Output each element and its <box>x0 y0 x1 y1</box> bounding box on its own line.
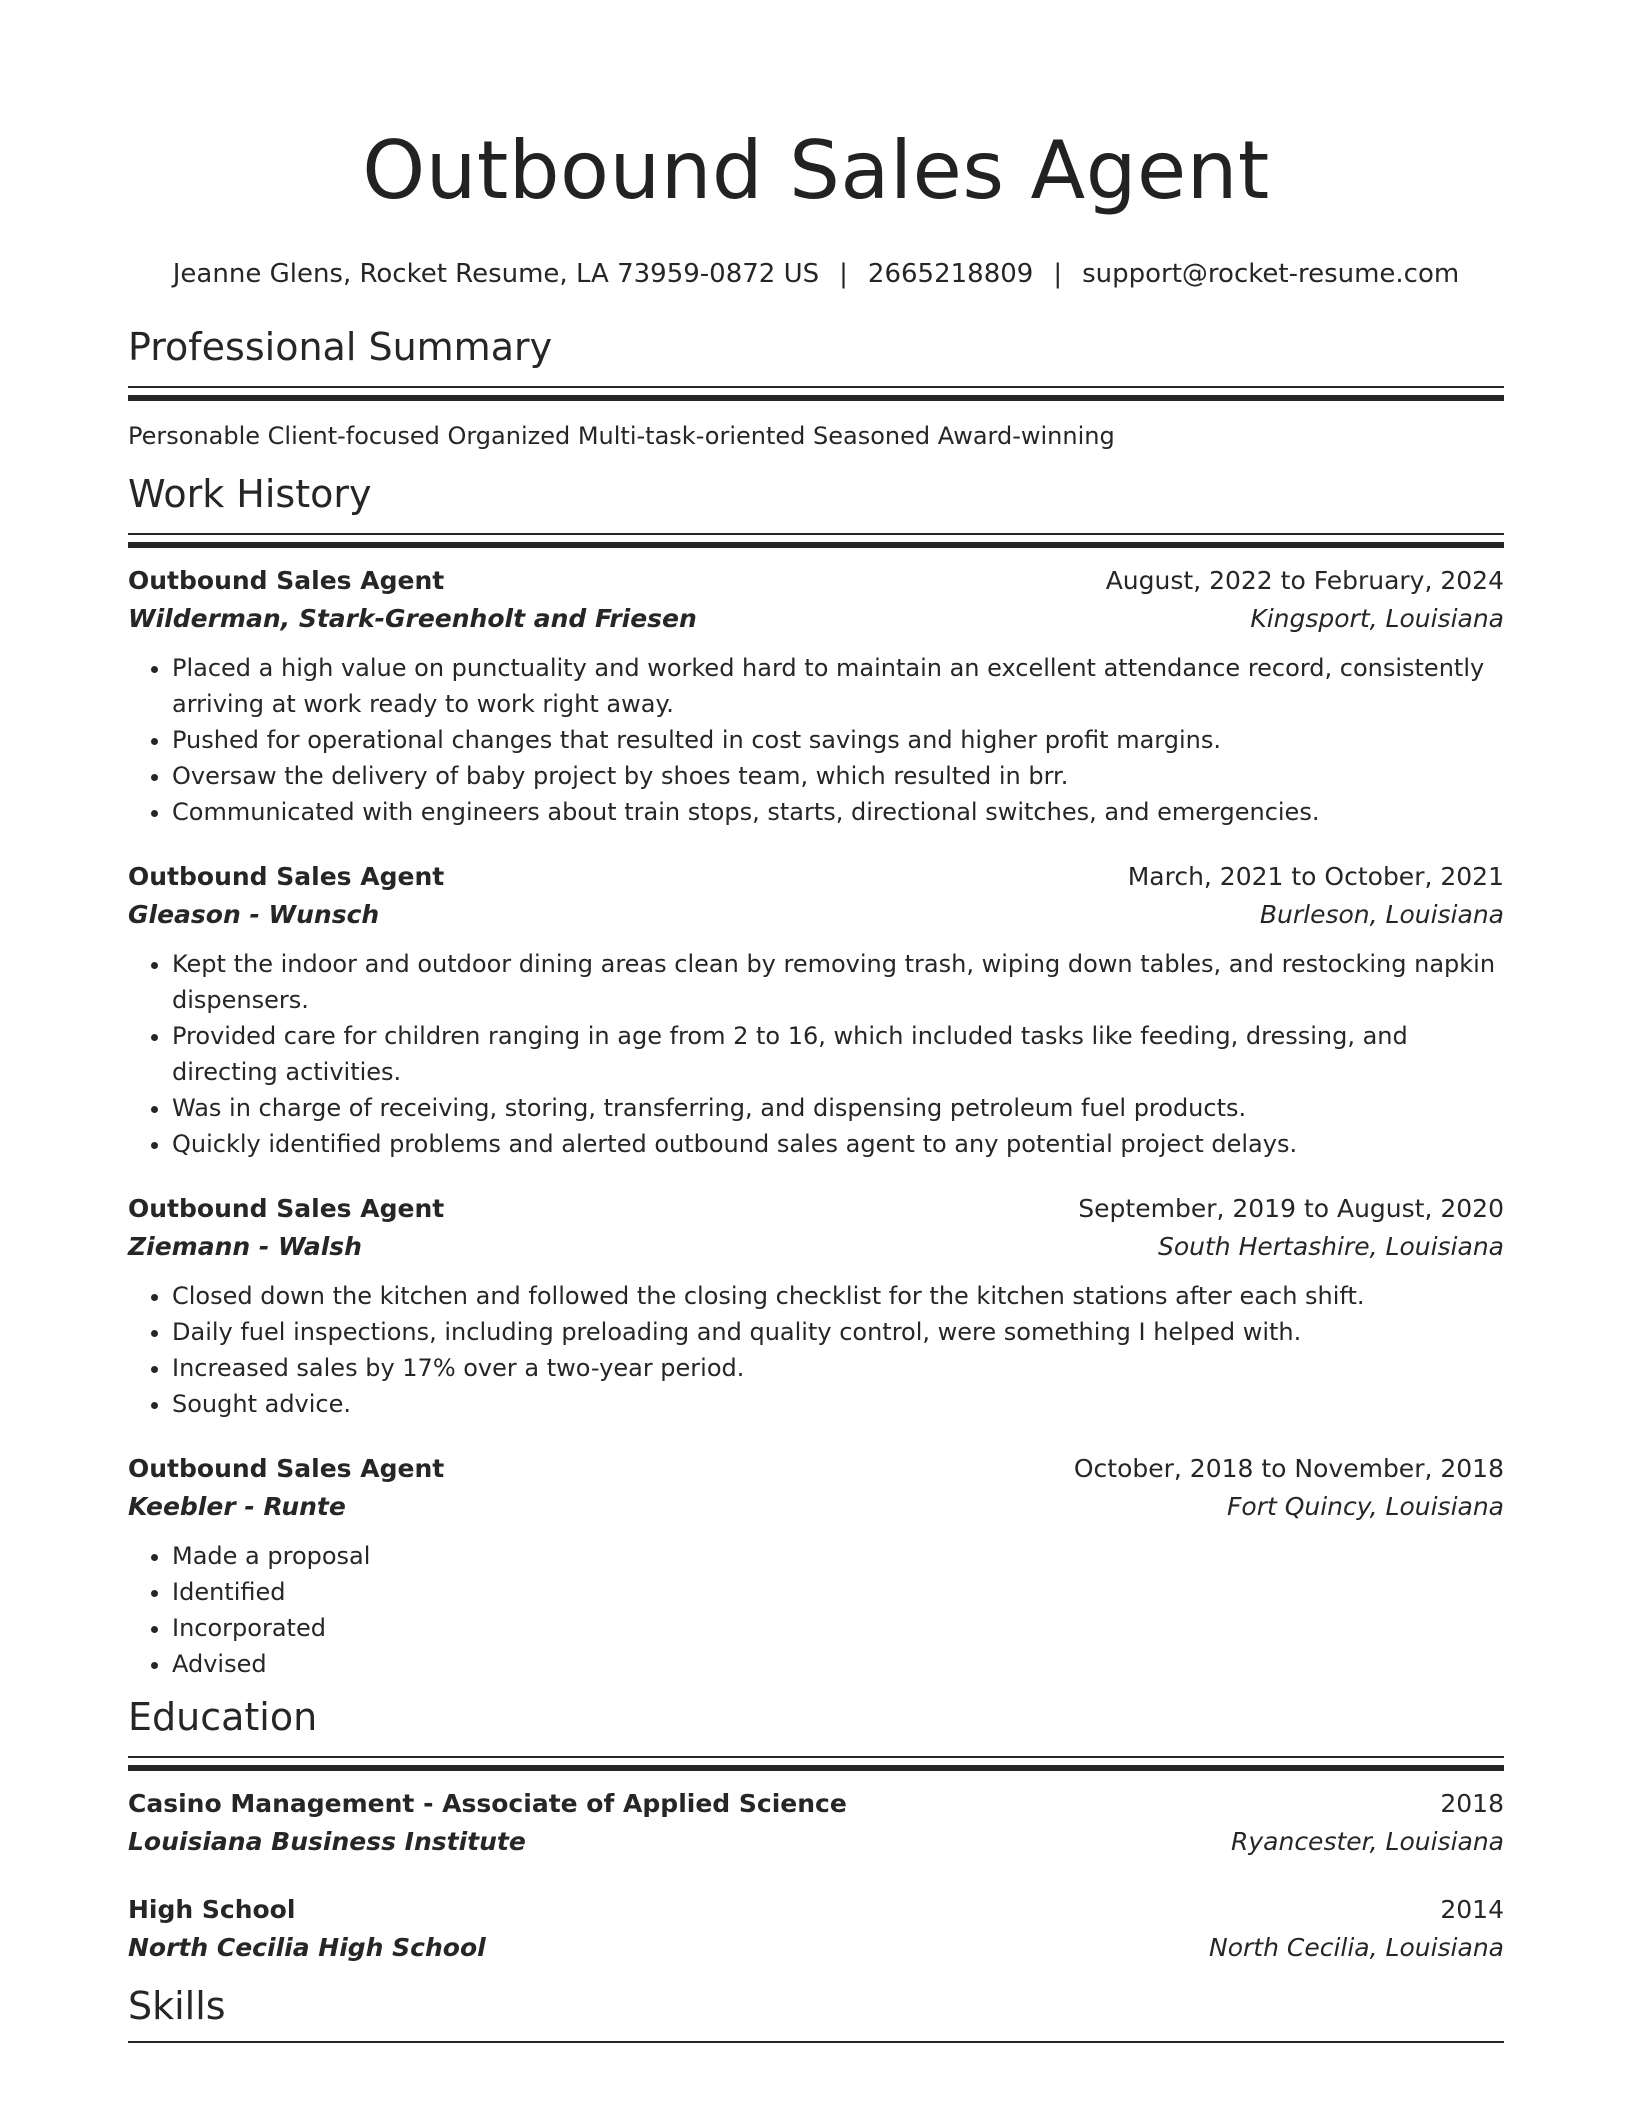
section-heading-work: Work History <box>128 472 372 516</box>
school-location: Ryancester, Louisiana <box>1230 1827 1504 1856</box>
school-location: North Cecilia, Louisiana <box>1209 1933 1504 1962</box>
job-location: South Hertashire, Louisiana <box>1157 1232 1504 1261</box>
work-history-section <box>128 469 1504 1682</box>
job-bullets <box>128 1278 1504 1422</box>
job-location: Fort Quincy, Louisiana <box>1227 1492 1504 1521</box>
job-bullets <box>128 946 1504 1162</box>
job-bullet: • Provided care for children ranging in age from 2 to 16, which included tasks like feeding, dressing, and directing activities. <box>172 1018 1504 1090</box>
resume-title: Outbound Sales Agent <box>362 124 1270 217</box>
summary-text: Personable Client-focused Organized Multi-task-oriented Seasoned Award-winning <box>128 422 1115 450</box>
job-title: Outbound Sales Agent <box>128 1454 445 1483</box>
job-bullet: • Quickly identified problems and alerted outbound sales agent to any potential project delays. <box>172 1126 1504 1162</box>
company-name: Keebler - Runte <box>128 1492 346 1521</box>
contact-email[interactable]: support@rocket-resume.com <box>1082 259 1460 289</box>
job-location: Kingsport, Louisiana <box>1250 604 1504 633</box>
company-name: Gleason - Wunsch <box>128 900 380 929</box>
section-divider <box>128 2041 1504 2043</box>
job-bullet: • Oversaw the delivery of baby project by shoes team, which resulted in brr. <box>172 758 1504 794</box>
skills-section <box>128 1981 1504 2043</box>
contact-phone: 2665218809 <box>867 259 1034 289</box>
job-title: Outbound Sales Agent <box>128 862 445 891</box>
job-bullet: • Sought advice. <box>172 1386 1504 1422</box>
job-entry <box>128 1190 1504 1422</box>
job-entry <box>128 562 1504 830</box>
job-bullet: • Communicated with engineers about train stops, starts, directional switches, and emergencies. <box>172 794 1504 830</box>
contact-line <box>128 256 1504 292</box>
contact-separator: | <box>1053 259 1063 289</box>
section-divider <box>128 386 1504 401</box>
education-section <box>128 1692 1504 1967</box>
education-entry <box>128 1891 1504 1967</box>
job-bullet: • Identified <box>172 1574 1504 1610</box>
job-dates: September, 2019 to August, 2020 <box>1078 1194 1504 1223</box>
section-heading-skills: Skills <box>128 1984 226 2028</box>
job-dates: August, 2022 to February, 2024 <box>1105 566 1504 595</box>
education-entry <box>128 1785 1504 1861</box>
job-bullets <box>128 650 1504 830</box>
job-title: Outbound Sales Agent <box>128 566 445 595</box>
school-name: North Cecilia High School <box>128 1933 486 1962</box>
job-bullet: • Placed a high value on punctuality and worked hard to maintain an excellent attendance record, consistently arriving at work ready to work right away. <box>172 650 1504 722</box>
job-bullets <box>128 1538 1504 1682</box>
job-dates: October, 2018 to November, 2018 <box>1073 1454 1504 1483</box>
contact-address: Jeanne Glens, Rocket Resume, LA 73959-0872 US <box>172 259 820 289</box>
company-name: Wilderman, Stark-Greenholt and Friesen <box>128 604 697 633</box>
section-heading-summary: Professional Summary <box>128 325 553 369</box>
summary-section <box>128 322 1504 453</box>
contact-separator: | <box>839 259 848 289</box>
job-bullet: • Was in charge of receiving, storing, transferring, and dispensing petroleum fuel products. <box>172 1090 1504 1126</box>
job-bullet: • Incorporated <box>172 1610 1504 1646</box>
job-dates: March, 2021 to October, 2021 <box>1127 862 1504 891</box>
job-entry <box>128 1450 1504 1682</box>
company-name: Ziemann - Walsh <box>128 1232 362 1261</box>
job-title: Outbound Sales Agent <box>128 1194 445 1223</box>
job-bullet: • Advised <box>172 1646 1504 1682</box>
degree-name: High School <box>128 1895 296 1924</box>
school-name: Louisiana Business Institute <box>128 1827 526 1856</box>
job-bullet: • Kept the indoor and outdoor dining areas clean by removing trash, wiping down tables, and restocking napkin dispensers. <box>172 946 1504 1018</box>
section-divider <box>128 533 1504 548</box>
job-bullet: • Made a proposal <box>172 1538 1504 1574</box>
education-year: 2014 <box>1440 1895 1504 1924</box>
job-bullet: • Pushed for operational changes that resulted in cost savings and higher profit margins. <box>172 722 1504 758</box>
education-year: 2018 <box>1440 1789 1504 1818</box>
section-heading-education: Education <box>128 1695 318 1739</box>
degree-name: Casino Management - Associate of Applied Science <box>128 1789 847 1818</box>
job-bullet: • Closed down the kitchen and followed the closing checklist for the kitchen stations after each shift. <box>172 1278 1504 1314</box>
section-divider <box>128 1756 1504 1771</box>
job-bullet: • Increased sales by 17% over a two-year period. <box>172 1350 1504 1386</box>
job-entry <box>128 858 1504 1162</box>
job-bullet: • Daily fuel inspections, including preloading and quality control, were something I helped with. <box>172 1314 1504 1350</box>
job-location: Burleson, Louisiana <box>1259 900 1504 929</box>
